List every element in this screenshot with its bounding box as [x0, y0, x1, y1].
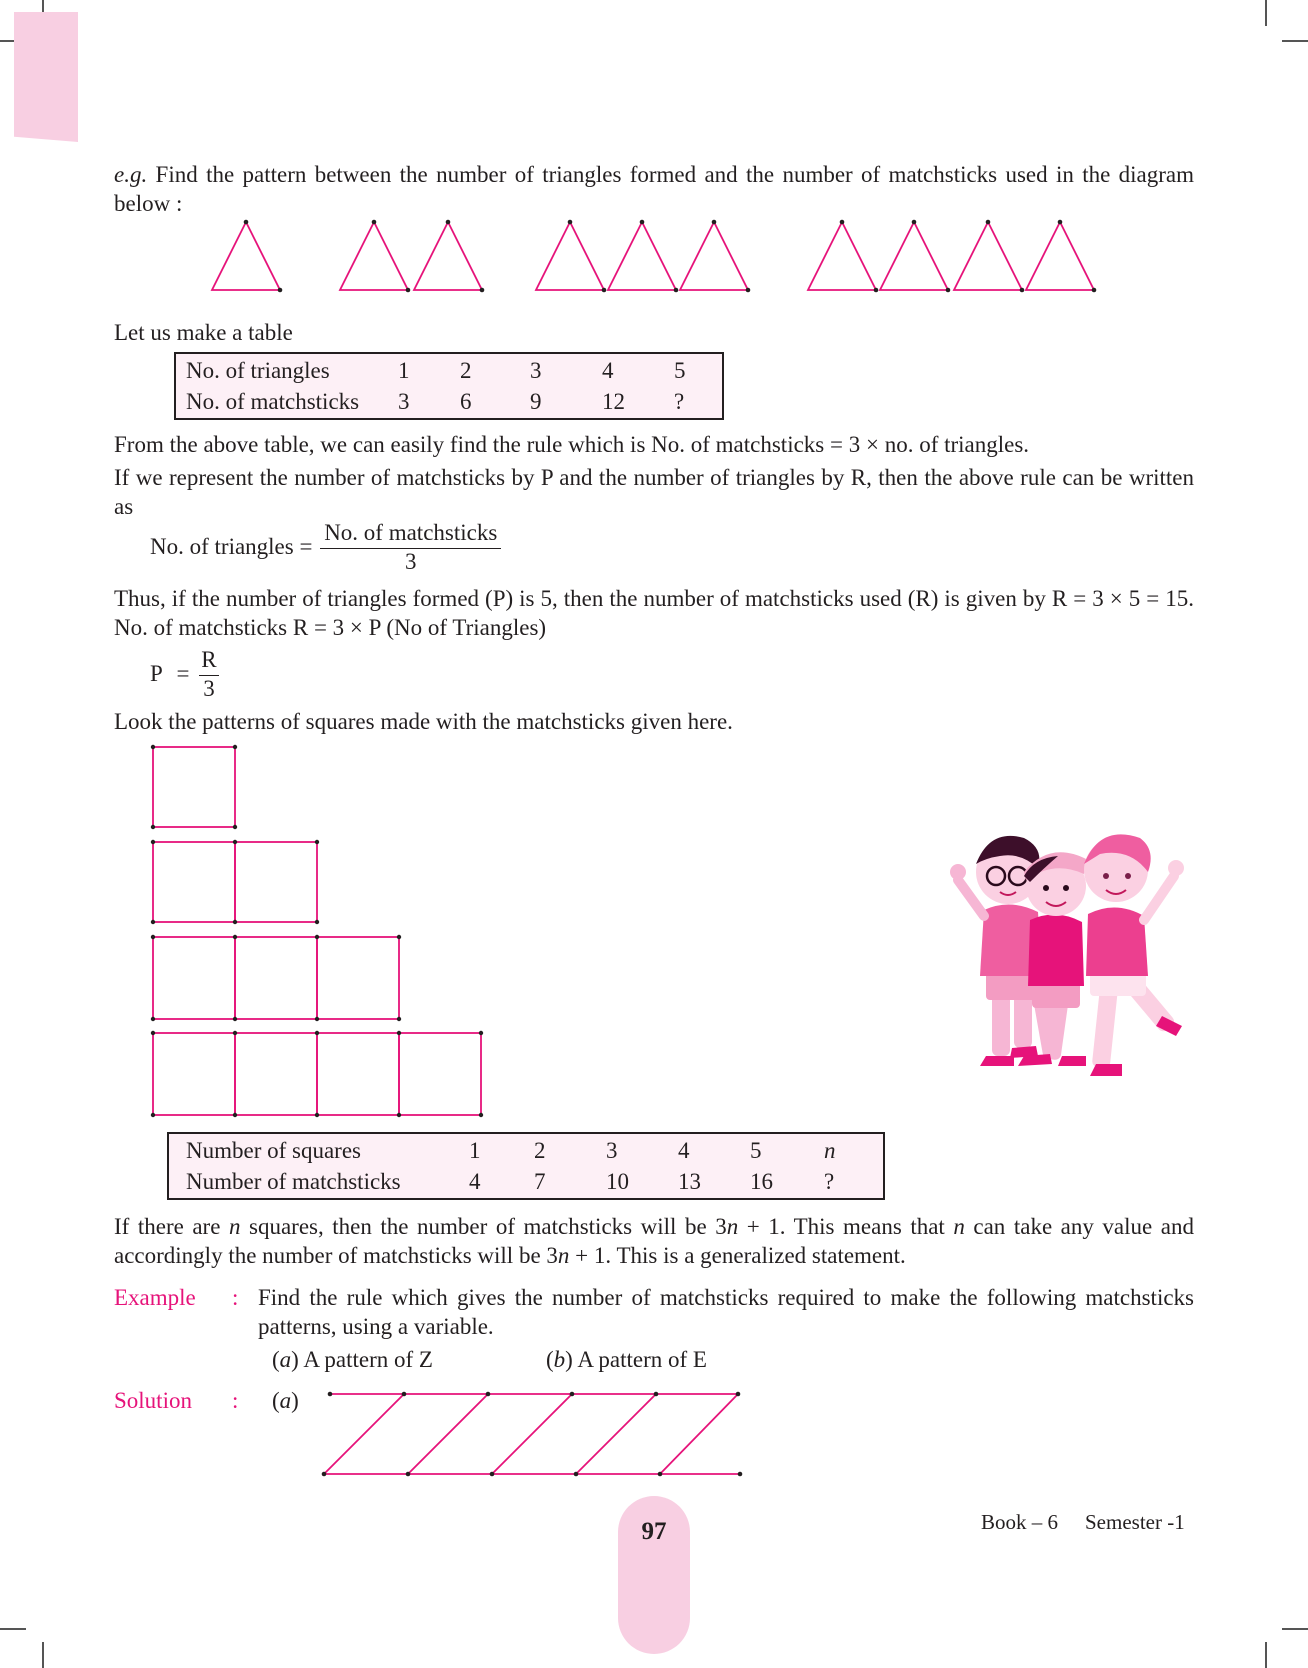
table-cell: 4 — [602, 357, 614, 383]
option-text: A pattern of E — [572, 1347, 707, 1372]
table-cell: 4 — [469, 1168, 481, 1194]
table-cell: 12 — [602, 388, 625, 414]
table-cell: 4 — [678, 1137, 690, 1163]
eg-abbrev: e.g. — [114, 162, 148, 187]
table-cell: 9 — [530, 388, 542, 414]
formula-lhs: No. of triangles = — [150, 534, 313, 559]
table-cell: 3 — [530, 357, 542, 383]
denominator: 3 — [404, 549, 417, 574]
option-letter: b — [553, 1347, 566, 1372]
rule-line-2: If we represent the number of matchsticks by P and the number of triangles by R, then the above rule can be written as — [114, 465, 1194, 519]
table-cell: 16 — [750, 1168, 773, 1194]
thus-paragraph: Thus, if the number of triangles formed (P) is 5, then the number of matchsticks used (R) is given by R = 3 × 5 = 15. No. of matchsticks R = 3 × P (No of Triangles) — [114, 586, 1194, 640]
squares-intro: Look the patterns of squares made with the matchsticks given here. — [114, 709, 733, 734]
intro-text: Find the pattern between the number of triangles formed and the number of matchsticks used in the diagram below : — [114, 162, 1194, 216]
row-label: No. of triangles — [186, 357, 330, 383]
row-label: Number of squares — [186, 1137, 362, 1163]
footer-semester: Semester -1 — [1085, 1510, 1185, 1534]
table-cell: 5 — [750, 1137, 762, 1163]
table-cell: ? — [824, 1168, 835, 1194]
text-run: If there are — [114, 1214, 229, 1239]
table-cell: ? — [674, 388, 685, 414]
part-letter: a — [279, 1388, 292, 1413]
variable-n: n — [557, 1243, 570, 1268]
text-run: squares, then the number of matchsticks will be 3 — [240, 1214, 727, 1239]
variable-n: n — [726, 1214, 739, 1239]
solution-colon: : — [232, 1388, 239, 1413]
table-cell: 2 — [534, 1137, 546, 1163]
table-cell: n — [824, 1137, 836, 1163]
footer-book: Book – 6 — [981, 1510, 1059, 1534]
table-cell: 7 — [534, 1168, 546, 1194]
table-intro: Let us make a table — [114, 320, 293, 345]
equals-sign: = — [176, 661, 190, 686]
formula-lhs: P — [150, 661, 163, 686]
text-run: + 1. This means that — [738, 1214, 954, 1239]
table-cell: 1 — [469, 1137, 481, 1163]
text-run: + 1. This is a generalized statement. — [569, 1243, 906, 1268]
example-option-b: (b) A pattern of E — [546, 1347, 707, 1372]
table-cell: 6 — [460, 388, 472, 414]
table-cell: 1 — [398, 357, 410, 383]
variable-n: n — [953, 1214, 965, 1239]
example-label: Example — [114, 1285, 196, 1310]
solution-label: Solution — [114, 1388, 192, 1413]
text-run: can take any value and accordingly the number of matchsticks will be 3 — [114, 1214, 1194, 1268]
table-cell: 3 — [606, 1137, 618, 1163]
row-label: No. of matchsticks — [186, 388, 360, 414]
example-option-a: (a) A pattern of Z — [272, 1347, 433, 1372]
page-number: 97 — [641, 1518, 667, 1545]
row-label: Number of matchsticks — [186, 1168, 401, 1194]
table-cell: 10 — [606, 1168, 629, 1194]
numerator: No. of matchsticks — [320, 518, 501, 549]
option-text: A pattern of Z — [298, 1347, 433, 1372]
solution-part-a: (a) — [272, 1388, 299, 1413]
numerator: R — [199, 645, 218, 676]
rule-line-1: From the above table, we can easily find the rule which is No. of matchsticks = 3 × no. of triangles. — [114, 432, 1030, 457]
example-colon: : — [232, 1285, 239, 1310]
variable-n: n — [228, 1214, 241, 1239]
table-cell: 5 — [674, 357, 686, 383]
example-text: Find the rule which gives the number of matchsticks required to make the following matchsticks patterns, using a variable. — [258, 1285, 1194, 1339]
table-cell: 3 — [398, 388, 410, 414]
denominator: 3 — [203, 676, 215, 701]
table-cell: 2 — [460, 357, 472, 383]
option-letter: a — [279, 1347, 292, 1372]
table-cell: 13 — [678, 1168, 701, 1194]
